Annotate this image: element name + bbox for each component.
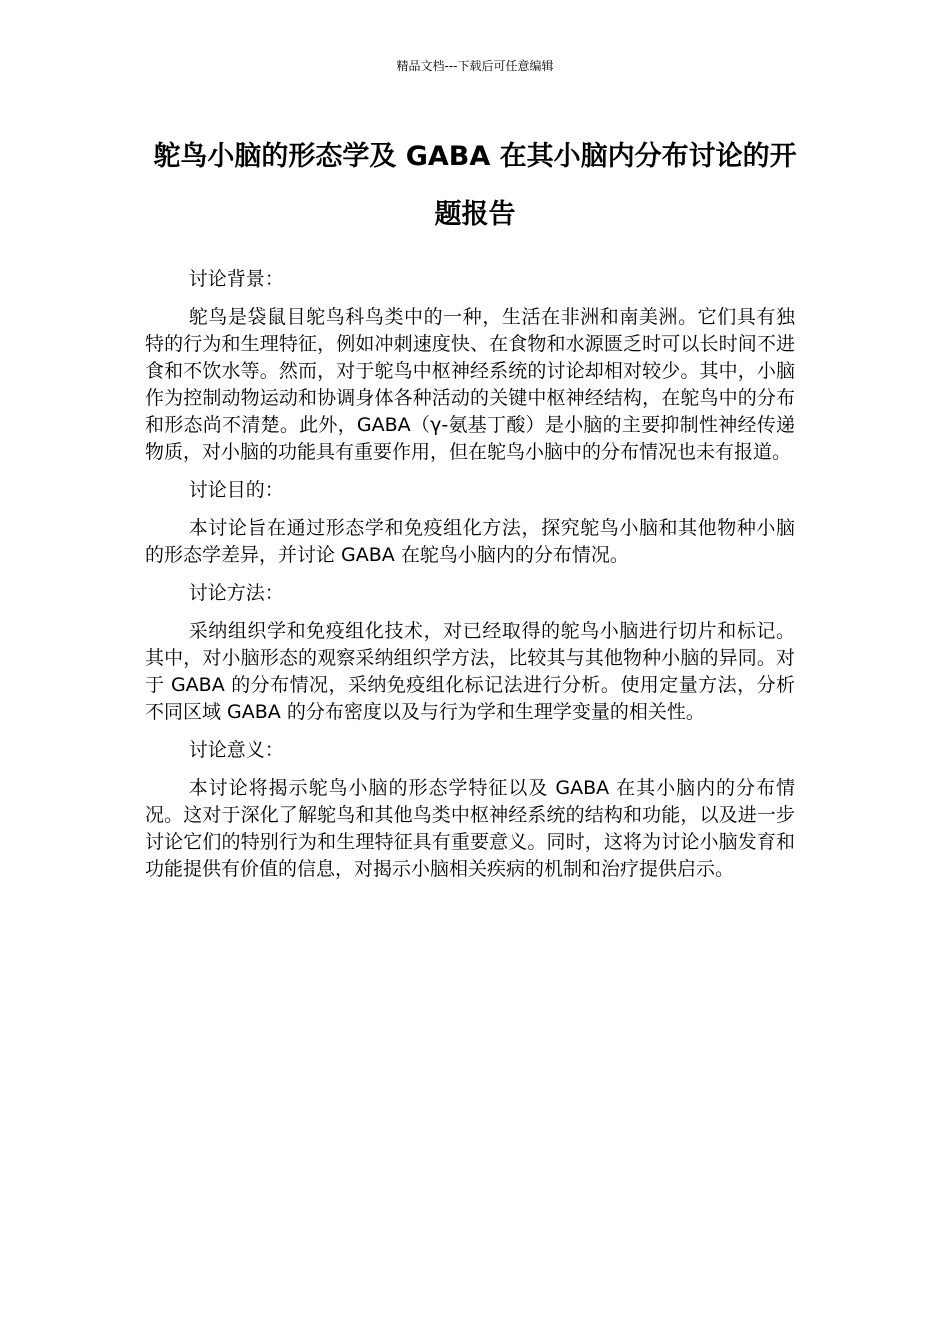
section-text-significance: 本讨论将揭示鸵鸟小脑的形态学特征以及 GABA 在其小脑内的分布情况。这对于深化了解鸵鸟和其他鸟类中枢神经系统的结构和功能，以及进一步讨论它们的特别行为和生理特征具有重要意义。同时，这将为讨论小脑发育和功能提供有价值的信息，对揭示小脑相关疾病的机制和治疗提供启示。 (145, 777, 795, 880)
section-label-significance: 讨论意义： (188, 739, 284, 761)
document-body (145, 266, 795, 894)
section-label-methods: 讨论方法： (188, 582, 284, 604)
section-text-background: 鸵鸟是袋鼠目鸵鸟科鸟类中的一种，生活在非洲和南美洲。它们具有独特的行为和生理特征，例如冲刺速度快、在食物和水源匮乏时可以长时间不进食和不饮水等。然而，对于鸵鸟中枢神经系统的讨论却相对较少。其中，小脑作为控制动物运动和协调身体各种活动的关键中枢神经结构，在鸵鸟中的分布和形态尚不清楚。此外，GABA（γ-氨基丁酸）是小脑的主要抑制性神经传递物质，对小脑的功能具有重要作用，但在鸵鸟小脑中的分布情况也未有报道。 (145, 306, 795, 463)
section-text-methods: 采纳组织学和免疫组化技术，对已经取得的鸵鸟小脑进行切片和标记。其中，对小脑形态的观察采纳组织学方法，比较其与其他物种小脑的异同。对于 GABA 的分布情况，采纳免疫组化标记法进行分析。使用定量方法，分析不同区域 GABA 的分布密度以及与行为学和生理学变量的相关性。 (145, 620, 795, 723)
section-label-background: 讨论背景： (188, 268, 284, 290)
section-label-purpose: 讨论目的： (188, 479, 284, 501)
section-text-purpose: 本讨论旨在通过形态学和免疫组化方法，探究鸵鸟小脑和其他物种小脑的形态学差异，并讨论 GABA 在鸵鸟小脑内的分布情况。 (145, 517, 795, 566)
page-header-note: 精品文档---下载后可任意编辑 (396, 59, 554, 73)
document-title: 鸵鸟小脑的形态学及 GABA 在其小脑内分布讨论的开题报告 (153, 141, 797, 230)
